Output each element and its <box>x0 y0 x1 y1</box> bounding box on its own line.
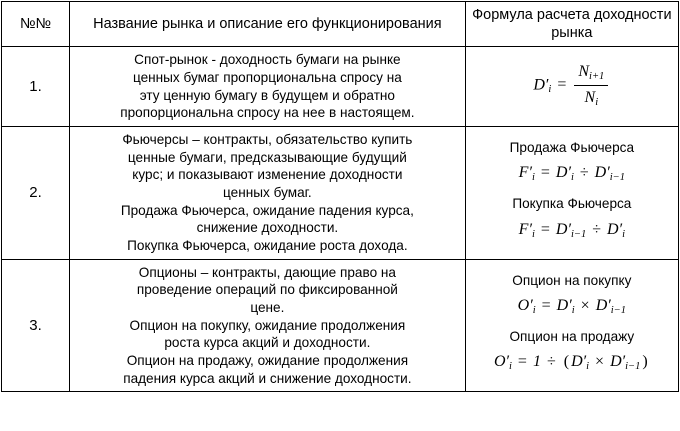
formula-prime: ′ <box>567 220 571 238</box>
formula-symbol: F <box>518 220 529 238</box>
description-line: ценных бумаг пропорциональна спросу на <box>132 69 402 85</box>
formula-fraction <box>574 61 608 110</box>
formula-equals: = <box>540 164 550 182</box>
formula-prime: ′ <box>505 353 509 371</box>
formula-symbol: D <box>533 76 545 94</box>
fraction-numerator <box>574 61 608 86</box>
formula-subscript: i <box>571 304 575 316</box>
numerator-subscript: i+1 <box>589 70 605 82</box>
formula-prime: ′ <box>568 296 572 314</box>
formula-label-option-call: Опцион на покупку <box>512 272 632 288</box>
table-header-row <box>2 2 679 47</box>
document-sheet <box>0 1 680 431</box>
formula-prime: ′ <box>544 76 549 94</box>
formula-symbol: D <box>571 353 583 371</box>
formula-futures-sell <box>472 162 672 185</box>
formula-subscript: i−1 <box>625 361 641 373</box>
row-formula <box>465 47 678 127</box>
description-line: Опцион на покупку, ожидание продолжения <box>129 317 406 333</box>
description-line: курс; и показывают изменение доходности <box>132 167 403 183</box>
formula-equals: = <box>540 220 550 238</box>
formula-operator: ÷ <box>546 353 556 371</box>
formula-prime: ′ <box>528 164 532 182</box>
formula-option-put <box>472 351 672 374</box>
description-line: Спот-рынок - доходность бумаги на рынке <box>134 52 401 68</box>
formula-symbol: D <box>607 220 619 238</box>
description-line: Опционы – контракты, дающие право на <box>138 264 396 280</box>
formula-symbol: D <box>595 296 608 314</box>
table-row <box>2 126 679 259</box>
description-line: эту ценную бумагу в будущем и обратно <box>139 87 395 103</box>
description-line: цене. <box>250 299 285 315</box>
formula-subscript: i−1 <box>570 228 587 240</box>
formula-subscript: i <box>586 361 590 373</box>
description-line: ценных бумаг. <box>223 184 312 200</box>
formula-operator: × <box>580 296 590 314</box>
formula-symbol: D <box>610 353 622 371</box>
formula-subscript: i <box>531 228 535 240</box>
formula-equals: = <box>541 296 551 314</box>
formula-label-futures-buy: Покупка Фьючерса <box>512 196 632 212</box>
description-line: роста курса акций и доходности. <box>164 335 371 351</box>
row-description <box>70 47 466 127</box>
row-description <box>70 126 466 259</box>
description-line: пропорциональна спросу на нее в настоящем. <box>120 105 415 121</box>
formula-subscript: i <box>570 172 574 184</box>
formula-constant: 1 <box>532 353 541 371</box>
formula-subscript: i <box>622 228 625 240</box>
formula-symbol: D <box>555 164 568 182</box>
numerator-symbol: N <box>578 62 590 80</box>
denominator-subscript: i <box>595 97 599 109</box>
formula-label-futures-sell: Продажа Фьючерса <box>509 139 635 155</box>
formula-option-call <box>472 295 672 318</box>
formula-prime: ′ <box>621 353 626 371</box>
fraction-denominator <box>574 86 608 110</box>
formula-operator: ÷ <box>592 220 602 238</box>
formula-subscript: i <box>531 172 535 184</box>
formula-label-option-put: Опцион на продажу <box>509 328 635 344</box>
formula-subscript: i <box>509 361 512 373</box>
formula-prime: ′ <box>618 220 623 238</box>
description-line: падения курса акций и снижение доходности. <box>123 370 412 386</box>
formula-symbol: D <box>556 296 569 314</box>
formula-symbol: O <box>493 353 506 371</box>
row-number: 2. <box>2 126 70 259</box>
formula-subscript: i <box>532 304 536 316</box>
formula-prime: ′ <box>606 164 610 182</box>
formula-prime: ′ <box>567 164 571 182</box>
formula-operator: ÷ <box>579 164 589 182</box>
header-description-line-2: и описание его функционирования <box>207 16 442 33</box>
header-number: №№ <box>2 2 70 47</box>
description-line: Опцион на продажу, ожидание продолжения <box>126 353 409 368</box>
description-line: снижение доходности. <box>196 220 339 236</box>
row-formula <box>465 259 678 392</box>
formula-equals: = <box>557 76 567 94</box>
formula-operator: × <box>595 353 605 371</box>
table-row <box>2 47 679 127</box>
description-line: проведение операций по фиксированной <box>136 282 398 298</box>
description-line: Покупка Фьючерса, ожидание роста дохода. <box>127 237 408 253</box>
formula-prime: ′ <box>528 220 532 238</box>
header-formula <box>465 2 678 47</box>
header-description-line-1: Название рынка <box>93 16 204 33</box>
formula-equals: = <box>517 353 527 371</box>
market-types-table <box>1 1 679 392</box>
header-formula-line-1: Формула расчета <box>472 7 590 23</box>
denominator-symbol: N <box>584 89 596 107</box>
description-line: Продажа Фьючерса, ожидание падения курса, <box>120 202 414 218</box>
description-line: ценные бумаги, предсказывающие будущий <box>127 149 407 165</box>
table-row <box>2 259 679 392</box>
formula-symbol: F <box>518 164 529 182</box>
header-description <box>70 2 466 47</box>
row-description <box>70 259 466 392</box>
formula-subscript: i−1 <box>610 304 627 316</box>
formula-prime: ′ <box>529 296 533 314</box>
header-formula-line-2: доходности рынка <box>551 7 672 42</box>
formula-close-paren: ) <box>642 353 648 371</box>
row-number: 1. <box>2 47 70 127</box>
description-line: Фьючерсы – контракты, обязательство купить <box>122 131 413 147</box>
formula-symbol: D <box>594 164 607 182</box>
formula-symbol: O <box>517 296 530 314</box>
formula-prime: ′ <box>582 353 587 371</box>
formula-symbol: D <box>555 220 568 238</box>
formula-spot-market <box>472 61 672 110</box>
row-formula <box>465 126 678 259</box>
formula-futures-buy <box>472 219 672 242</box>
row-number: 3. <box>2 259 70 392</box>
formula-subscript: i <box>548 84 552 96</box>
formula-open-paren: ( <box>563 353 570 371</box>
formula-prime: ′ <box>607 296 611 314</box>
formula-subscript: i−1 <box>609 172 625 184</box>
